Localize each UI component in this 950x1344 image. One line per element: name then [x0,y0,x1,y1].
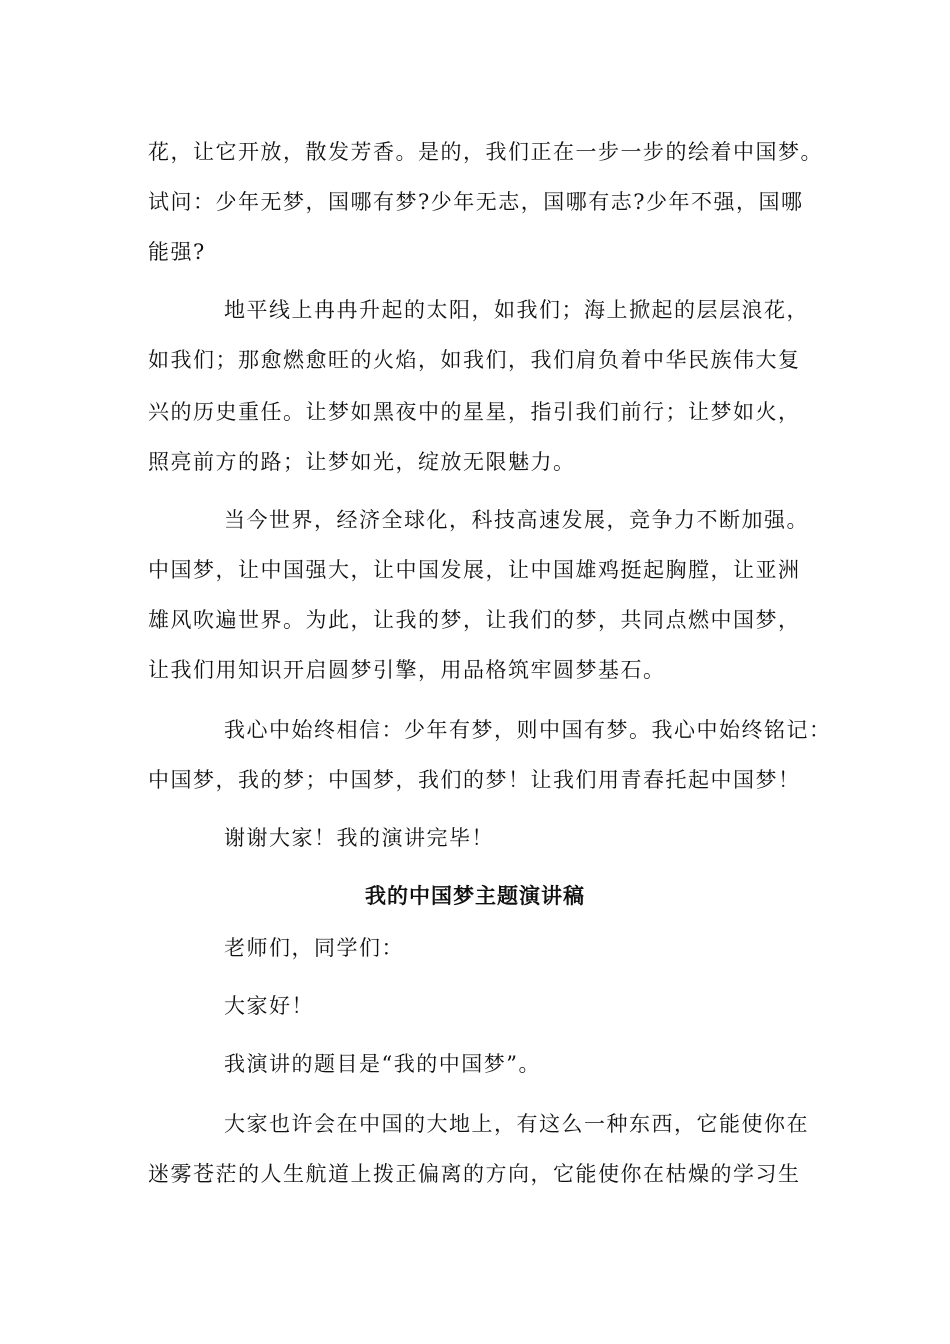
paragraph-line: 中国梦，让中国强大，让中国发展，让中国雄鸡挺起胸膛，让亚洲 [148,558,801,582]
topic-line: 我演讲的题目是“我的中国梦”。 [224,1052,541,1076]
section-title: 我的中国梦主题演讲稿 [365,883,585,908]
paragraph-line: 大家也许会在中国的大地上，有这么一种东西，它能使你在 [224,1112,809,1136]
paragraph-line: 谢谢大家！我的演讲完毕！ [224,826,494,850]
paragraph-line: 试问：少年无梦，国哪有梦?少年无志，国哪有志?少年不强，国哪 [148,190,804,214]
paragraph-line: 雄风吹遍世界。为此，让我的梦，让我们的梦，共同点燃中国梦， [148,608,801,632]
paragraph-line: 照亮前方的路；让梦如光，绽放无限魅力。 [148,450,576,474]
paragraph-line: 兴的历史重任。让梦如黑夜中的星星，指引我们前行；让梦如火， [148,400,801,424]
paragraph-line: 如我们；那愈燃愈旺的火焰，如我们，我们肩负着中华民族伟大复 [148,348,801,372]
greeting-line: 大家好！ [224,994,314,1018]
paragraph-line: 当今世界，经济全球化，科技高速发展，竞争力不断加强。 [224,508,809,532]
salutation-line: 老师们，同学们： [224,936,404,960]
paragraph-line: 花，让它开放，散发芳香。是的，我们正在一步一步的绘着中国梦。 [148,140,823,164]
paragraph-line: 迷雾苍茫的人生航道上拨正偏离的方向，它能使你在枯燥的学习生 [148,1162,801,1186]
paragraph-line: 我心中始终相信：少年有梦，则中国有梦。我心中始终铭记： [224,718,832,742]
paragraph-line: 能强? [148,240,206,264]
paragraph-line: 地平线上冉冉升起的太阳，如我们；海上掀起的层层浪花， [224,298,809,322]
paragraph-line: 让我们用知识开启圆梦引擎，用品格筑牢圆梦基石。 [148,658,666,682]
paragraph-line: 中国梦，我的梦；中国梦，我们的梦！让我们用青春托起中国梦！ [148,768,801,792]
